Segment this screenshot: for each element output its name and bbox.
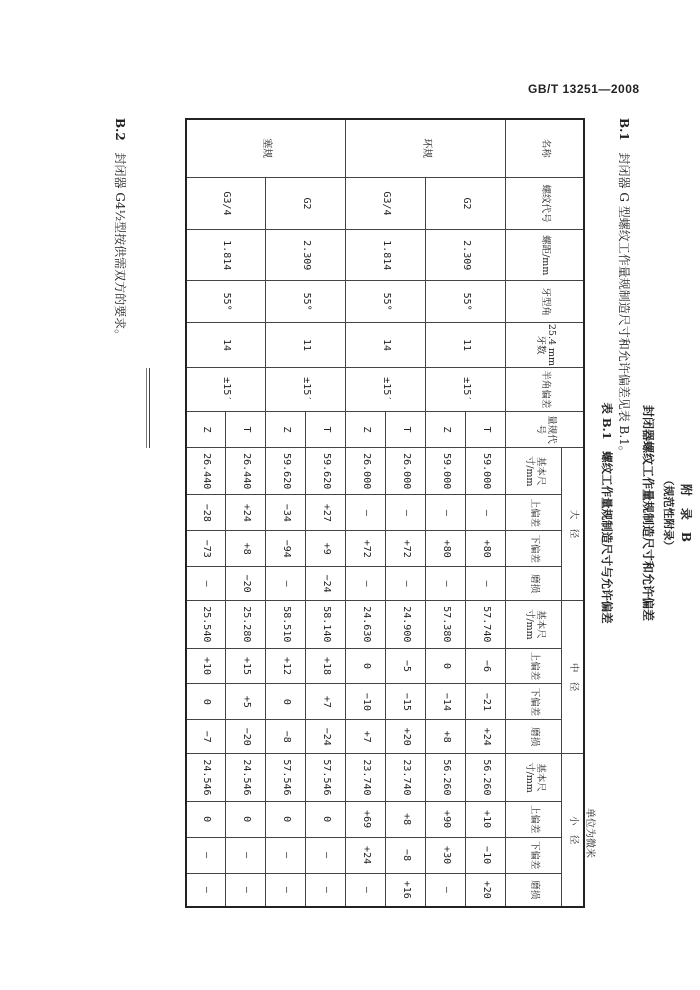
min-value-cell: — [306, 873, 346, 907]
min-value-cell: 56.260 [426, 754, 466, 802]
min-value-cell: 0 [186, 801, 226, 837]
table-row [226, 119, 266, 907]
min-value-cell: +24 [346, 837, 386, 873]
half-angle-cell: ±15′ [186, 367, 266, 411]
thread-code-cell: G3/4 [346, 177, 426, 230]
maj-value-cell: −94 [266, 531, 306, 567]
min-value-cell: +69 [346, 801, 386, 837]
mid-value-cell: −20 [226, 720, 266, 754]
maj-value-cell: — [466, 495, 506, 531]
header-pitch-wear: 磨损 [506, 720, 562, 754]
gauge-code-cell: Z [346, 412, 386, 448]
header-major-diameter: 大 径 [562, 447, 584, 600]
header-threads-per-inch: 25.4 mm牙数 [506, 323, 584, 367]
maj-value-cell: +24 [226, 495, 266, 531]
clause-b1-text: 封闭器 G 型螺纹工作量规制造尺寸和允许偏差见表 B.1。 [617, 152, 631, 458]
mid-value-cell: 57.740 [466, 601, 506, 649]
min-value-cell: 0 [226, 801, 266, 837]
clause-b2-text: 封闭器 G4½型按供需双方的要求。 [113, 152, 127, 342]
min-value-cell: — [186, 873, 226, 907]
pitch-cell: 2.309 [426, 230, 506, 281]
maj-value-cell: +9 [306, 531, 346, 567]
mid-value-cell: 0 [346, 648, 386, 684]
gauge-code-cell: Z [266, 412, 306, 448]
mid-value-cell: −7 [186, 720, 226, 754]
mid-value-cell: 0 [266, 684, 306, 720]
divider-line [149, 368, 150, 448]
table-row [306, 119, 346, 907]
gauge-code-cell: T [306, 412, 346, 448]
half-angle-cell: ±15′ [266, 367, 346, 411]
mid-value-cell: 25.280 [226, 601, 266, 649]
min-value-cell: — [306, 837, 346, 873]
standard-code: GB/T 13251—2008 [528, 82, 640, 96]
header-profile-angle: 牙型角 [506, 281, 584, 323]
mid-value-cell: +24 [466, 720, 506, 754]
min-value-cell: — [226, 873, 266, 907]
maj-value-cell: 26.000 [346, 447, 386, 495]
min-value-cell: +16 [386, 873, 426, 907]
half-angle-cell: ±15′ [426, 367, 506, 411]
maj-value-cell: −20 [226, 567, 266, 601]
header-minor-lower: 下偏差 [506, 837, 562, 873]
header-major-upper: 上偏差 [506, 495, 562, 531]
maj-value-cell: 26.440 [226, 447, 266, 495]
mid-value-cell: 25.540 [186, 601, 226, 649]
header-gauge-code: 量规代号 [506, 412, 584, 448]
mid-value-cell: 0 [186, 684, 226, 720]
pitch-cell: 1.814 [186, 230, 266, 281]
gauge-type-cell: 环规 [346, 119, 506, 177]
threads-per-inch-cell: 11 [266, 323, 346, 367]
maj-value-cell: −28 [186, 495, 226, 531]
threads-per-inch-cell: 14 [186, 323, 266, 367]
mid-value-cell: −5 [386, 648, 426, 684]
half-angle-cell: ±15′ [346, 367, 426, 411]
maj-value-cell: — [386, 567, 426, 601]
appendix-title: 附 录 B [679, 483, 693, 543]
maj-value-cell: — [346, 495, 386, 531]
threads-per-inch-cell: 11 [426, 323, 506, 367]
gauge-spec-table [185, 118, 585, 908]
min-value-cell: −8 [386, 837, 426, 873]
appendix-rotated-content [25, 118, 695, 908]
divider-line [146, 368, 147, 448]
min-value-cell: — [346, 873, 386, 907]
thread-code-cell: G3/4 [186, 177, 266, 230]
table-row [466, 119, 506, 907]
mid-value-cell: −21 [466, 684, 506, 720]
maj-value-cell: — [386, 495, 426, 531]
maj-value-cell: — [426, 567, 466, 601]
header-pitch-upper: 上偏差 [506, 648, 562, 684]
profile-angle-cell: 55° [186, 281, 266, 323]
thread-code-cell: G2 [266, 177, 346, 230]
mid-value-cell: +12 [266, 648, 306, 684]
profile-angle-cell: 55° [426, 281, 506, 323]
thread-code-cell: G2 [426, 177, 506, 230]
header-minor-wear: 磨损 [506, 873, 562, 907]
header-major-wear: 磨损 [506, 567, 562, 601]
mid-value-cell: +8 [426, 720, 466, 754]
mid-value-cell: +7 [306, 684, 346, 720]
clause-b1 [616, 118, 633, 458]
mid-value-cell: −14 [426, 684, 466, 720]
maj-value-cell: −24 [306, 567, 346, 601]
mid-value-cell: −15 [386, 684, 426, 720]
gauge-type-cell: 塞规 [186, 119, 346, 177]
maj-value-cell: +80 [466, 531, 506, 567]
mid-value-cell: 24.900 [386, 601, 426, 649]
mid-value-cell: 24.630 [346, 601, 386, 649]
maj-value-cell: 59.000 [426, 447, 466, 495]
maj-value-cell: −73 [186, 531, 226, 567]
gauge-code-cell: T [386, 412, 426, 448]
appendix-subtitle: （规范性附录） [662, 474, 675, 552]
header-minor-upper: 上偏差 [506, 801, 562, 837]
clause-b2-number: B.2 [113, 118, 127, 141]
table-caption: 表 B.1 螺纹工作量规制造尺寸与允许偏差 [600, 402, 614, 624]
maj-value-cell: 59.620 [266, 447, 306, 495]
min-value-cell: — [266, 873, 306, 907]
mid-value-cell: 58.510 [266, 601, 306, 649]
min-value-cell: +8 [386, 801, 426, 837]
clause-b1-number: B.1 [617, 118, 631, 141]
min-value-cell: 56.260 [466, 754, 506, 802]
maj-value-cell: 59.000 [466, 447, 506, 495]
min-value-cell: — [426, 873, 466, 907]
min-value-cell: 0 [306, 801, 346, 837]
profile-angle-cell: 55° [266, 281, 346, 323]
threads-per-inch-cell: 14 [346, 323, 426, 367]
maj-value-cell: +72 [346, 531, 386, 567]
maj-value-cell: — [466, 567, 506, 601]
gauge-code-cell: Z [426, 412, 466, 448]
header-major-lower: 下偏差 [506, 531, 562, 567]
mid-value-cell: −8 [266, 720, 306, 754]
min-value-cell: — [226, 837, 266, 873]
min-value-cell: +90 [426, 801, 466, 837]
min-value-cell: 24.546 [186, 754, 226, 802]
header-thread-code: 螺纹代号 [506, 177, 584, 230]
mid-value-cell: +15 [226, 648, 266, 684]
maj-value-cell: −34 [266, 495, 306, 531]
table-row [386, 119, 426, 907]
gauge-code-cell: Z [186, 412, 226, 448]
min-value-cell: +30 [426, 837, 466, 873]
clause-b2 [112, 118, 129, 341]
pitch-cell: 2.309 [266, 230, 346, 281]
maj-value-cell: +27 [306, 495, 346, 531]
mid-value-cell: 0 [426, 648, 466, 684]
header-pitch: 螺距/mm [506, 230, 584, 281]
min-value-cell: 57.546 [266, 754, 306, 802]
mid-value-cell: −6 [466, 648, 506, 684]
maj-value-cell: 59.620 [306, 447, 346, 495]
mid-value-cell: +7 [346, 720, 386, 754]
mid-value-cell: 58.140 [306, 601, 346, 649]
min-value-cell: 23.740 [386, 754, 426, 802]
maj-value-cell: — [346, 567, 386, 601]
appendix-heading: 封闭器螺纹工作量规制造尺寸和允许偏差 [641, 404, 655, 621]
maj-value-cell: +72 [386, 531, 426, 567]
mid-value-cell: +5 [226, 684, 266, 720]
profile-angle-cell: 55° [346, 281, 426, 323]
mid-value-cell: −24 [306, 720, 346, 754]
min-value-cell: 0 [266, 801, 306, 837]
mid-value-cell: +10 [186, 648, 226, 684]
maj-value-cell: +8 [226, 531, 266, 567]
header-minor-basic: 基本尺寸/mm [506, 754, 562, 802]
header-half-angle: 半角偏差 [506, 367, 584, 411]
maj-value-cell: 26.440 [186, 447, 226, 495]
header-pitch-diameter: 中 径 [562, 601, 584, 754]
maj-value-cell: — [426, 495, 466, 531]
mid-value-cell: −10 [346, 684, 386, 720]
mid-value-cell: +18 [306, 648, 346, 684]
table-body [186, 119, 506, 907]
min-value-cell: +20 [466, 873, 506, 907]
mid-value-cell: 57.380 [426, 601, 466, 649]
pitch-cell: 1.814 [346, 230, 426, 281]
min-value-cell: — [266, 837, 306, 873]
min-value-cell: −10 [466, 837, 506, 873]
header-major-basic: 基本尺寸/mm [506, 447, 562, 495]
header-pitch-basic: 基本尺寸/mm [506, 601, 562, 649]
header-name: 名称 [506, 119, 584, 177]
gauge-code-cell: T [466, 412, 506, 448]
gauge-code-cell: T [226, 412, 266, 448]
min-value-cell: 23.740 [346, 754, 386, 802]
min-value-cell: — [186, 837, 226, 873]
min-value-cell: 57.546 [306, 754, 346, 802]
header-minor-diameter: 小 径 [562, 754, 584, 907]
maj-value-cell: +80 [426, 531, 466, 567]
header-pitch-lower: 下偏差 [506, 684, 562, 720]
maj-value-cell: — [186, 567, 226, 601]
maj-value-cell: — [266, 567, 306, 601]
min-value-cell: 24.546 [226, 754, 266, 802]
maj-value-cell: 26.000 [386, 447, 426, 495]
mid-value-cell: +20 [386, 720, 426, 754]
min-value-cell: +10 [466, 801, 506, 837]
unit-note: 单位为微米 [584, 808, 595, 858]
